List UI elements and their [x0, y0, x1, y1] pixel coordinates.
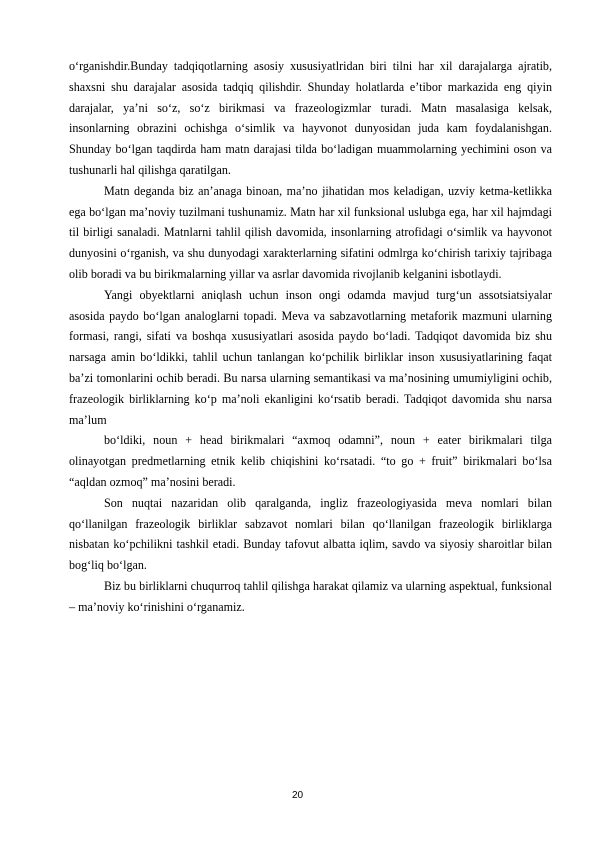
- paragraph-6: Biz bu birliklarni chuqurroq tahlil qilishga harakat qilamiz va ularning aspektual, funksional – ma’noviy ko‘rinishini o‘rganamiz.: [69, 578, 552, 614]
- paragraph-3: Yangi obyektlarni aniqlash uchun inson ongi odamda mavjud turg‘un assotsiatsiyalar asosida paydo bo‘lgan analoglarni topadi. Meva va sabzavotlarning metaforik mazmuni ularning formasi, rangi, sifati va boshqa xususiyatlari asosida paydo bo‘ladi. Tadqiqot davomida biz shu narsaga amin bo‘ldikki, tahlil uchun tanlangan ko‘pchilik birliklar inson xususiyatlarining faqat ba’zi tomonlarini ochib beradi. Bu narsa ularning semantikasi va ma’nosining umumiyligini ochib, frazeologik birliklarning ko‘p ma’noli ekanligini ko‘rsatib beradi. Tadqiqot davomida shu narsa ma’lum: [69, 287, 552, 427]
- page-number: 20: [291, 790, 304, 801]
- document-body: [69, 56, 552, 618]
- paragraph-1: o‘rganishdir.Bunday tadqiqotlarning asosiy xususiyatlridan biri tilni har xil darajalarga ajratib, shaxsni shu darajalar asosida tadqiq qilishdir. Shunday holatlarda e’tibor markazida eng qiyin darajalar, ya’ni so‘z, so‘z birikmasi va frazeologizmlar turadi. Matn masalasiga kelsak, insonlarning obrazini ochishga o‘simlik va hayvonot dunyosidan juda kam foydalanishgan. Shunday bo‘lgan taqdirda ham matn darajasi tilda bo‘ladigan muammolarning yechimini oson va tushunarli hal qilishga qaratilgan.: [69, 59, 552, 177]
- paragraph-5: Son nuqtai nazaridan olib qaralganda, ingliz frazeologiyasida meva nomlari bilan qo‘llanilgan frazeologik birliklar sabzavot nomlari bilan qo‘llanilgan frazeologik birliklarga nisbatan ko‘pchilikni tashkil etadi. Bunday tafovut albatta iqlim, savdo va siyosiy sharoitlar bilan bog‘liq bo‘lgan.: [69, 495, 552, 573]
- paragraph-4: bo‘ldiki, noun + head birikmalari “axmoq odamni”, noun + eater birikmalari tilga olinayotgan predmetlarning etnik kelib chiqishini ko‘rsatadi. “to go + fruit” birikmalari bo‘lsa “aqldan ozmoq” ma’nosini beradi.: [69, 433, 552, 489]
- paragraph-2: Matn deganda biz an’anaga binoan, ma’no jihatidan mos keladigan, uzviy ketma-ketlikka ega bo‘lgan ma’noviy tuzilmani tushunamiz. Matn har xil funksional uslubga ega, har xil hajmdagi til birligi sanaladi. Matnlarni tahlil qilish davomida, insonlarning atrofidagi o‘simlik va hayvonot dunyosini o‘rganish, va shu dunyodagi xarakterlarning sifatini odmlrga ko‘chirish tarixiy tajribaga olib boradi va bu birikmalarning yillar va asrlar davomida rivojlanib kelganini isbotlaydi.: [69, 183, 552, 281]
